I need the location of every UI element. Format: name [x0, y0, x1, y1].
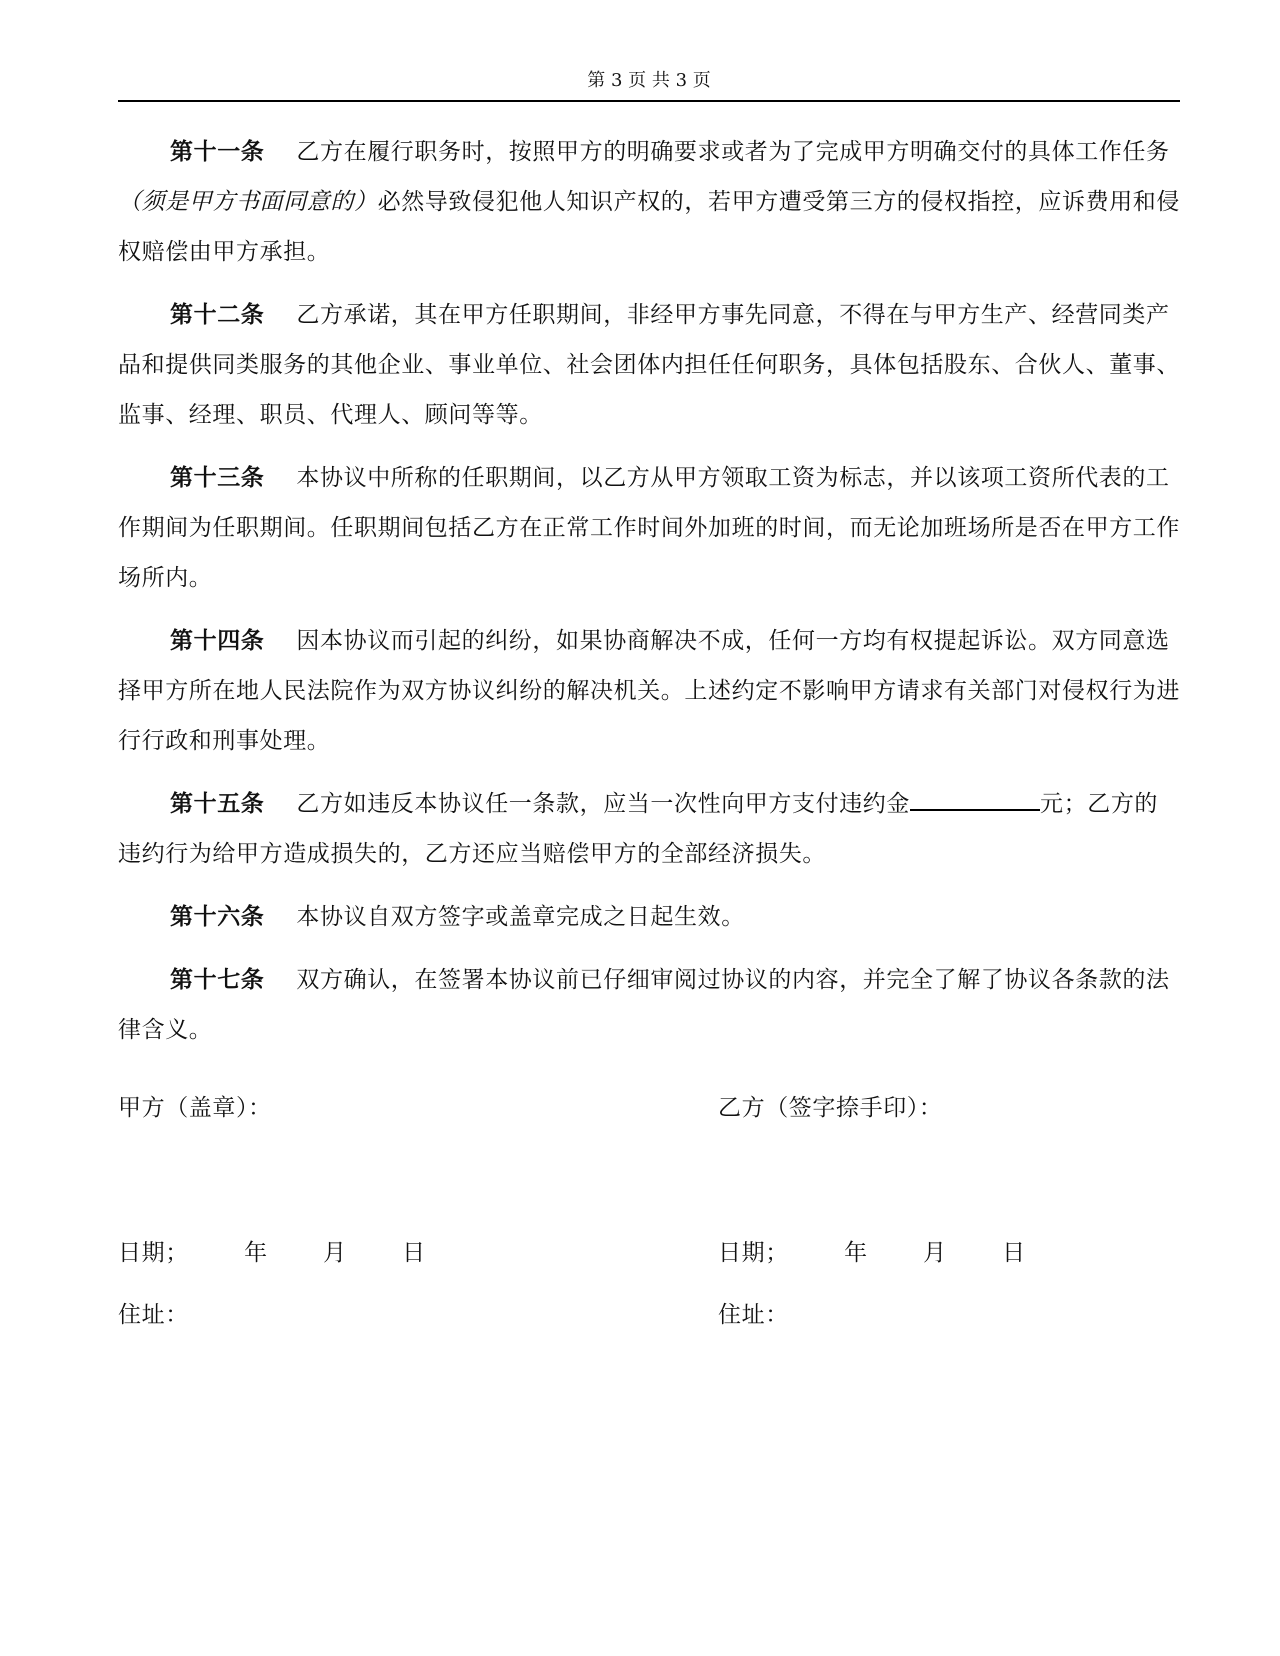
article-text: 本协议中所称的任职期间，以乙方从甲方领取工资为标志，并以该项工资所代表的工作期间为任职期间。任职期间包括乙方在正常工作时间外加班的时间，而无论加班场所是否在甲方工作场所内。 [118, 465, 1180, 591]
article-11 [118, 127, 1180, 277]
article-text-continued: 元；乙方的违约行为给甲方造成损失的，乙方还应当赔偿甲方的全部经济损失。 [118, 791, 1159, 867]
article-title: 第十五条 [170, 790, 265, 817]
article-13 [118, 453, 1180, 603]
article-title: 第十一条 [170, 138, 265, 165]
party-b-date-line: 日期； 年 月 日 [718, 1240, 1026, 1266]
article-title: 第十六条 [170, 903, 265, 930]
article-12 [118, 290, 1180, 440]
party-a-seal-label: 甲方（盖章）： [118, 1095, 272, 1121]
party-b-address-label: 住址： [718, 1302, 789, 1328]
article-title: 第十二条 [170, 301, 265, 328]
party-b-signature-label: 乙方（签字捺手印）： [718, 1095, 943, 1121]
page-indicator: 第 3 页 共 3 页 [587, 70, 711, 91]
article-17 [118, 955, 1180, 1055]
article-text: 本协议自双方签字或盖章完成之日起生效。 [296, 904, 745, 930]
article-title: 第十七条 [170, 966, 265, 993]
article-16 [118, 892, 1180, 942]
article-15 [118, 779, 1180, 879]
penalty-amount-blank[interactable] [910, 789, 1040, 811]
article-text: 因本协议而引起的纠纷，如果协商解决不成，任何一方均有权提起诉讼。双方同意选择甲方所在地人民法院作为双方协议纠纷的解决机关。上述约定不影响甲方请求有关部门对侵权行为进行行政和刑事处理。 [118, 628, 1180, 754]
article-text: 乙方在履行职务时，按照甲方的明确要求或者为了完成甲方明确交付的具体工作任务 [296, 139, 1170, 165]
article-text: 乙方承诺，其在甲方任职期间，非经甲方事先同意，不得在与甲方生产、经营同类产品和提供同类服务的其他企业、事业单位、社会团体内担任任何职务，具体包括股东、合伙人、董事、监事、经理、职员、代理人、顾问等等。 [118, 302, 1180, 428]
party-a-address-label: 住址： [118, 1302, 189, 1328]
article-14 [118, 616, 1180, 766]
article-title: 第十三条 [170, 464, 265, 491]
header-divider [118, 100, 1180, 102]
article-text-continued: 必然导致侵犯他人知识产权的，若甲方遭受第三方的侵权指控，应诉费用和侵权赔偿由甲方承担。 [118, 189, 1181, 265]
article-text: 乙方如违反本协议任一条款，应当一次性向甲方支付违约金 [296, 791, 911, 817]
article-text: 双方确认，在签署本协议前已仔细审阅过协议的内容，并完全了解了协议各条款的法律含义。 [118, 967, 1170, 1043]
article-title: 第十四条 [170, 627, 265, 654]
agreement-body [118, 127, 1180, 1068]
party-a-date-line: 日期； 年 月 日 [118, 1240, 426, 1266]
article-note: （须是甲方书面同意的） [118, 189, 378, 215]
